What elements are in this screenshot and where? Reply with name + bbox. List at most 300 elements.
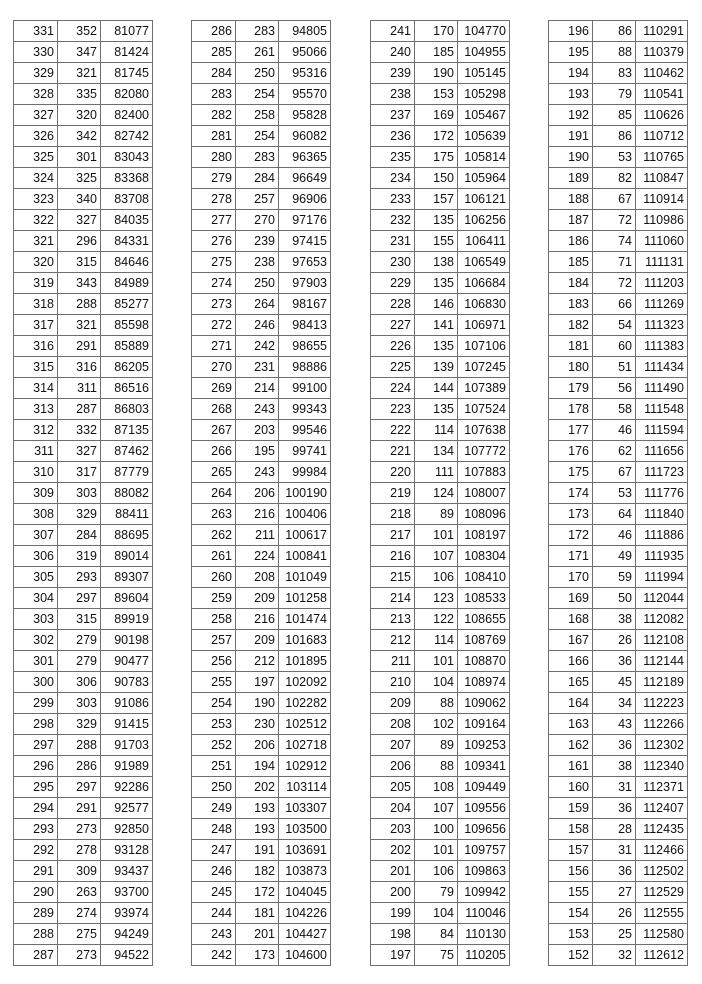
table-row	[192, 924, 331, 945]
table-cell: 26	[593, 630, 636, 651]
table-cell: 313	[14, 399, 58, 420]
table-row	[192, 609, 331, 630]
table-row	[192, 420, 331, 441]
table-row	[192, 525, 331, 546]
table-cell: 254	[236, 84, 279, 105]
table-cell: 163	[549, 714, 593, 735]
table-row	[549, 882, 688, 903]
table-cell: 83708	[101, 189, 153, 210]
table-cell: 303	[58, 483, 101, 504]
table-cell: 88	[593, 42, 636, 63]
table-cell: 81077	[101, 21, 153, 42]
table-cell: 325	[58, 168, 101, 189]
table-cell: 87462	[101, 441, 153, 462]
table-cell: 36	[593, 735, 636, 756]
table-cell: 91086	[101, 693, 153, 714]
table-cell: 87779	[101, 462, 153, 483]
table-cell: 124	[415, 483, 458, 504]
table-row	[14, 168, 153, 189]
table-cell: 200	[371, 882, 415, 903]
table-cell: 287	[58, 399, 101, 420]
table-cell: 86803	[101, 399, 153, 420]
table-row	[14, 483, 153, 504]
table-cell: 248	[192, 819, 236, 840]
table-row	[371, 105, 510, 126]
table-cell: 105964	[458, 168, 510, 189]
table-cell: 257	[236, 189, 279, 210]
table-cell: 110291	[636, 21, 688, 42]
table-row	[14, 42, 153, 63]
table-cell: 244	[192, 903, 236, 924]
table-cell: 97903	[279, 273, 331, 294]
table-cell: 309	[14, 483, 58, 504]
table-cell: 250	[192, 777, 236, 798]
table-cell: 322	[14, 210, 58, 231]
table-cell: 297	[58, 777, 101, 798]
table-cell: 272	[192, 315, 236, 336]
table-cell: 135	[415, 210, 458, 231]
table-cell: 192	[549, 105, 593, 126]
table-row	[371, 567, 510, 588]
table-cell: 263	[58, 882, 101, 903]
table-cell: 191	[549, 126, 593, 147]
table-cell: 202	[236, 777, 279, 798]
table-cell: 103873	[279, 861, 331, 882]
table-cell: 220	[371, 462, 415, 483]
table-cell: 111	[415, 462, 458, 483]
table-cell: 150	[415, 168, 458, 189]
table-cell: 111060	[636, 231, 688, 252]
table-row	[371, 63, 510, 84]
table-cell: 108655	[458, 609, 510, 630]
table-cell: 110847	[636, 168, 688, 189]
table-cell: 226	[371, 336, 415, 357]
table-cell: 101049	[279, 567, 331, 588]
table-cell: 157	[549, 840, 593, 861]
table-cell: 103500	[279, 819, 331, 840]
table-row	[14, 462, 153, 483]
table-cell: 327	[58, 210, 101, 231]
table-cell: 111434	[636, 357, 688, 378]
table-cell: 247	[192, 840, 236, 861]
table-cell: 257	[192, 630, 236, 651]
table-cell: 321	[58, 315, 101, 336]
table-cell: 221	[371, 441, 415, 462]
table-cell: 96906	[279, 189, 331, 210]
table-cell: 110462	[636, 63, 688, 84]
table-cell: 195	[236, 441, 279, 462]
table-cell: 301	[14, 651, 58, 672]
table-row	[549, 231, 688, 252]
table-row	[14, 651, 153, 672]
table-row	[371, 357, 510, 378]
table-row	[14, 903, 153, 924]
table-cell: 169	[549, 588, 593, 609]
table-cell: 306	[14, 546, 58, 567]
table-cell: 170	[415, 21, 458, 42]
table-cell: 242	[236, 336, 279, 357]
table-cell: 207	[371, 735, 415, 756]
table-cell: 295	[14, 777, 58, 798]
table-row	[192, 147, 331, 168]
table-cell: 303	[58, 693, 101, 714]
table-cell: 111323	[636, 315, 688, 336]
data-table-2	[191, 20, 331, 966]
table-cell: 288	[14, 924, 58, 945]
table-row	[14, 189, 153, 210]
table-cell: 209	[236, 588, 279, 609]
data-table-3	[370, 20, 510, 966]
table-cell: 90783	[101, 672, 153, 693]
table-row	[192, 63, 331, 84]
table-row	[549, 189, 688, 210]
table-row	[14, 273, 153, 294]
table-cell: 89014	[101, 546, 153, 567]
table-cell: 291	[58, 798, 101, 819]
table-row	[549, 420, 688, 441]
table-cell: 95316	[279, 63, 331, 84]
table-row	[371, 882, 510, 903]
table-cell: 152	[549, 945, 593, 966]
table-cell: 162	[549, 735, 593, 756]
table-cell: 89919	[101, 609, 153, 630]
table-cell: 197	[371, 945, 415, 966]
table-cell: 111131	[636, 252, 688, 273]
table-cell: 106684	[458, 273, 510, 294]
table-cell: 103307	[279, 798, 331, 819]
table-cell: 110205	[458, 945, 510, 966]
table-cell: 112144	[636, 651, 688, 672]
table-row	[192, 168, 331, 189]
table-cell: 64	[593, 504, 636, 525]
table-cell: 157	[415, 189, 458, 210]
table-row	[14, 21, 153, 42]
table-cell: 288	[58, 735, 101, 756]
table-cell: 105814	[458, 147, 510, 168]
table-cell: 245	[192, 882, 236, 903]
table-row	[371, 735, 510, 756]
table-row	[371, 693, 510, 714]
table-row	[549, 336, 688, 357]
table-cell: 110379	[636, 42, 688, 63]
table-cell: 280	[192, 147, 236, 168]
table-cell: 195	[549, 42, 593, 63]
table-cell: 205	[371, 777, 415, 798]
table-cell: 86205	[101, 357, 153, 378]
table-cell: 59	[593, 567, 636, 588]
table-cell: 86	[593, 21, 636, 42]
table-row	[371, 483, 510, 504]
table-cell: 38	[593, 609, 636, 630]
table-cell: 100190	[279, 483, 331, 504]
table-cell: 279	[192, 168, 236, 189]
table-cell: 96082	[279, 126, 331, 147]
table-row	[371, 546, 510, 567]
table-cell: 72	[593, 273, 636, 294]
table-cell: 104955	[458, 42, 510, 63]
table-cell: 36	[593, 861, 636, 882]
table-cell: 330	[14, 42, 58, 63]
table-cell: 206	[236, 735, 279, 756]
table-row	[371, 630, 510, 651]
table-cell: 230	[236, 714, 279, 735]
table-row	[549, 609, 688, 630]
table-cell: 111548	[636, 399, 688, 420]
table-cell: 209	[371, 693, 415, 714]
table-cell: 99343	[279, 399, 331, 420]
table-cell: 165	[549, 672, 593, 693]
table-cell: 319	[14, 273, 58, 294]
table-cell: 180	[549, 357, 593, 378]
table-row	[14, 357, 153, 378]
table-row	[192, 588, 331, 609]
table-cell: 255	[192, 672, 236, 693]
table-cell: 296	[14, 756, 58, 777]
table-cell: 82	[593, 168, 636, 189]
table-cell: 326	[14, 126, 58, 147]
table-cell: 112223	[636, 693, 688, 714]
table-cell: 101683	[279, 630, 331, 651]
table-cell: 106	[415, 567, 458, 588]
table-cell: 66	[593, 294, 636, 315]
table-row	[549, 630, 688, 651]
table-cell: 214	[236, 378, 279, 399]
table-row	[192, 567, 331, 588]
table-cell: 307	[14, 525, 58, 546]
table-cell: 321	[14, 231, 58, 252]
table-cell: 292	[14, 840, 58, 861]
table-cell: 281	[192, 126, 236, 147]
table-cell: 310	[14, 462, 58, 483]
table-cell: 215	[371, 567, 415, 588]
table-cell: 177	[549, 420, 593, 441]
table-row	[14, 609, 153, 630]
table-cell: 106549	[458, 252, 510, 273]
table-cell: 92577	[101, 798, 153, 819]
table-cell: 327	[58, 441, 101, 462]
table-cell: 347	[58, 42, 101, 63]
table-cell: 194	[236, 756, 279, 777]
table-row	[549, 273, 688, 294]
table-cell: 279	[58, 651, 101, 672]
data-table-1	[13, 20, 153, 966]
table-cell: 100406	[279, 504, 331, 525]
table-cell: 112580	[636, 924, 688, 945]
table-cell: 243	[236, 462, 279, 483]
table-row	[371, 945, 510, 966]
table-row	[14, 756, 153, 777]
table-row	[371, 777, 510, 798]
table-cell: 297	[58, 588, 101, 609]
table-cell: 111269	[636, 294, 688, 315]
table-cell: 112266	[636, 714, 688, 735]
table-cell: 135	[415, 273, 458, 294]
data-table-4	[548, 20, 688, 966]
table-row	[192, 462, 331, 483]
table-row	[549, 105, 688, 126]
table-cell: 304	[14, 588, 58, 609]
table-row	[14, 630, 153, 651]
table-cell: 316	[58, 357, 101, 378]
table-cell: 276	[192, 231, 236, 252]
table-row	[14, 525, 153, 546]
table-cell: 230	[371, 252, 415, 273]
table-cell: 278	[192, 189, 236, 210]
table-cell: 102912	[279, 756, 331, 777]
table-cell: 166	[549, 651, 593, 672]
table-row	[192, 336, 331, 357]
table-cell: 176	[549, 441, 593, 462]
table-row	[549, 525, 688, 546]
table-row	[14, 315, 153, 336]
table-row	[192, 630, 331, 651]
table-cell: 318	[14, 294, 58, 315]
table-cell: 199	[371, 903, 415, 924]
table-cell: 112466	[636, 840, 688, 861]
table-row	[549, 756, 688, 777]
table-cell: 208	[236, 567, 279, 588]
table-cell: 93974	[101, 903, 153, 924]
table-cell: 82742	[101, 126, 153, 147]
table-cell: 101474	[279, 609, 331, 630]
table-cell: 110046	[458, 903, 510, 924]
table-cell: 32	[593, 945, 636, 966]
table-cell: 110130	[458, 924, 510, 945]
table-cell: 111840	[636, 504, 688, 525]
table-cell: 181	[236, 903, 279, 924]
table-cell: 97415	[279, 231, 331, 252]
table-cell: 109062	[458, 693, 510, 714]
table-row	[371, 861, 510, 882]
table-cell: 81424	[101, 42, 153, 63]
table-cell: 219	[371, 483, 415, 504]
table-cell: 109656	[458, 819, 510, 840]
table-cell: 111203	[636, 273, 688, 294]
table-cell: 225	[371, 357, 415, 378]
table-cell: 179	[549, 378, 593, 399]
table-row	[549, 819, 688, 840]
table-cell: 214	[371, 588, 415, 609]
table-row	[549, 42, 688, 63]
table-cell: 107772	[458, 441, 510, 462]
table-cell: 309	[58, 861, 101, 882]
table-cell: 112108	[636, 630, 688, 651]
table-cell: 172	[415, 126, 458, 147]
table-cell: 161	[549, 756, 593, 777]
table-cell: 212	[236, 651, 279, 672]
table-cell: 270	[236, 210, 279, 231]
table-cell: 231	[371, 231, 415, 252]
table-row	[371, 609, 510, 630]
table-row	[14, 105, 153, 126]
table-cell: 108304	[458, 546, 510, 567]
table-row	[371, 378, 510, 399]
table-cell: 305	[14, 567, 58, 588]
table-cell: 84646	[101, 252, 153, 273]
table-cell: 279	[58, 630, 101, 651]
table-cell: 34	[593, 693, 636, 714]
table-cell: 85598	[101, 315, 153, 336]
table-cell: 110541	[636, 84, 688, 105]
table-cell: 93700	[101, 882, 153, 903]
table-cell: 58	[593, 399, 636, 420]
table-cell: 53	[593, 147, 636, 168]
table-cell: 332	[58, 420, 101, 441]
table-cell: 109449	[458, 777, 510, 798]
table-cell: 135	[415, 336, 458, 357]
table-cell: 158	[549, 819, 593, 840]
table-cell: 102	[415, 714, 458, 735]
table-cell: 99741	[279, 441, 331, 462]
table-cell: 60	[593, 336, 636, 357]
table-cell: 98886	[279, 357, 331, 378]
table-cell: 250	[236, 63, 279, 84]
table-cell: 319	[58, 546, 101, 567]
table-cell: 285	[192, 42, 236, 63]
table-row	[371, 294, 510, 315]
table-cell: 114	[415, 630, 458, 651]
table-cell: 288	[58, 294, 101, 315]
table-row	[14, 252, 153, 273]
table-cell: 320	[14, 252, 58, 273]
table-cell: 182	[236, 861, 279, 882]
table-cell: 123	[415, 588, 458, 609]
table-cell: 296	[58, 231, 101, 252]
table-cell: 108	[415, 777, 458, 798]
table-cell: 266	[192, 441, 236, 462]
table-cell: 297	[14, 735, 58, 756]
table-row	[549, 378, 688, 399]
table-cell: 81745	[101, 63, 153, 84]
table-row	[549, 357, 688, 378]
table-cell: 291	[14, 861, 58, 882]
table-cell: 109341	[458, 756, 510, 777]
table-cell: 293	[14, 819, 58, 840]
table-cell: 254	[236, 126, 279, 147]
table-cell: 83	[593, 63, 636, 84]
table-cell: 271	[192, 336, 236, 357]
table-cell: 105639	[458, 126, 510, 147]
table-row	[14, 147, 153, 168]
table-cell: 104	[415, 903, 458, 924]
table-cell: 204	[371, 798, 415, 819]
table-row	[549, 168, 688, 189]
table-cell: 106830	[458, 294, 510, 315]
table-cell: 31	[593, 840, 636, 861]
table-row	[192, 735, 331, 756]
table-cell: 95570	[279, 84, 331, 105]
table-cell: 36	[593, 798, 636, 819]
table-cell: 36	[593, 651, 636, 672]
table-cell: 201	[371, 861, 415, 882]
table-cell: 302	[14, 630, 58, 651]
table-cell: 284	[236, 168, 279, 189]
table-cell: 94522	[101, 945, 153, 966]
table-cell: 112502	[636, 861, 688, 882]
table-row	[549, 672, 688, 693]
table-cell: 99546	[279, 420, 331, 441]
table-row	[371, 462, 510, 483]
table-row	[549, 252, 688, 273]
table-cell: 233	[371, 189, 415, 210]
table-row	[549, 651, 688, 672]
table-cell: 99984	[279, 462, 331, 483]
table-cell: 107389	[458, 378, 510, 399]
table-cell: 264	[236, 294, 279, 315]
table-cell: 112612	[636, 945, 688, 966]
table-cell: 111886	[636, 525, 688, 546]
table-cell: 141	[415, 315, 458, 336]
